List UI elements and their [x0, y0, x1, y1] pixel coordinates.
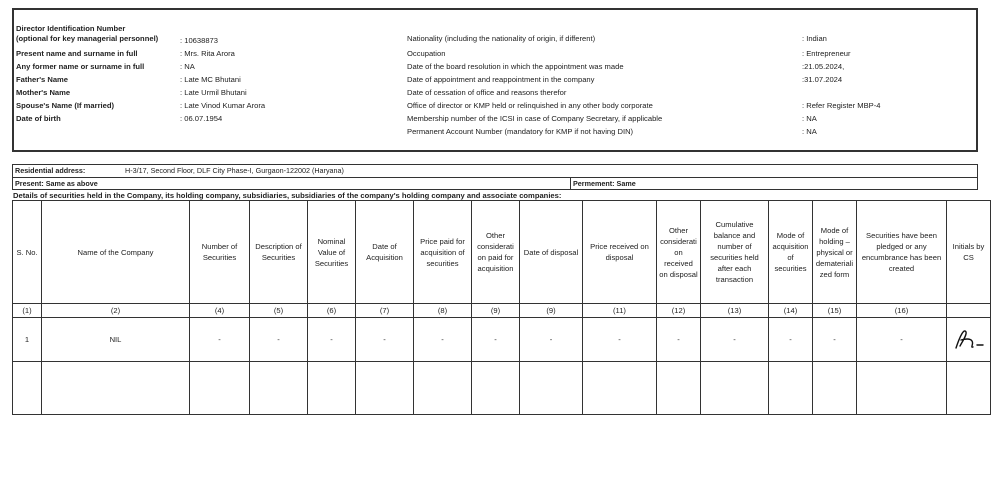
right-field-value: :31.07.2024 [802, 75, 843, 84]
empty-cell [472, 362, 520, 415]
right-field-value: : NA [802, 114, 817, 123]
column-header: Date of Acquisition [356, 201, 414, 304]
securities-title: Details of securities held in the Company, its holding company, subsidiaries, subsidiaries of the company's holding company and associate companies: [13, 191, 562, 200]
left-field-label: Spouse's Name (If married) [16, 101, 115, 110]
column-number: (11) [583, 304, 657, 318]
left-field-label: Mother's Name [16, 88, 71, 97]
right-field-label: Membership number of the ICSI in case of Company Secretary, if applicable [407, 114, 663, 123]
column-header: Initials by CS [947, 201, 991, 304]
empty-cell [190, 362, 250, 415]
empty-row [13, 362, 991, 415]
column-number: (5) [250, 304, 308, 318]
securities-table [12, 200, 991, 415]
director-details-box [12, 8, 978, 152]
column-number: (6) [308, 304, 356, 318]
column-header: Mode of holding – physical or demateriali zed form [813, 201, 857, 304]
left-field-value: : Late MC Bhutani [180, 75, 241, 84]
table-cell: - [520, 318, 583, 362]
table-cell: - [190, 318, 250, 362]
column-header: Description of Securities [250, 201, 308, 304]
table-cell: - [701, 318, 769, 362]
empty-cell [308, 362, 356, 415]
right-field-label: Office of director or KMP held or relinquished in any other body corporate [407, 101, 653, 110]
header-row [13, 201, 991, 304]
column-number: (8) [414, 304, 472, 318]
table-cell: - [657, 318, 701, 362]
column-header: Name of the Company [42, 201, 190, 304]
empty-cell [657, 362, 701, 415]
table-cell: - [813, 318, 857, 362]
left-field-label: Father's Name [16, 75, 69, 84]
empty-cell [520, 362, 583, 415]
right-field-value: : Entrepreneur [802, 49, 851, 58]
left-field-label: (optional for key managerial personnel) [16, 34, 159, 43]
address-value: H-3/17, Second Floor, DLF City Phase-I, Gurgaon-122002 (Haryana) [125, 166, 344, 175]
empty-cell [42, 362, 190, 415]
right-field-label: Occupation [407, 49, 446, 58]
column-number: (9) [472, 304, 520, 318]
right-field-value: : NA [802, 127, 817, 136]
column-header: Cumulative balance and number of securities held after each transaction [701, 201, 769, 304]
column-header: Date of disposal [520, 201, 583, 304]
empty-cell [813, 362, 857, 415]
empty-cell [414, 362, 472, 415]
column-number-row [13, 304, 991, 318]
address-divider [13, 177, 977, 178]
table-cell: 1 [13, 318, 42, 362]
table-cell: NIL [42, 318, 190, 362]
right-field-label: Nationality (including the nationality of origin, if different) [407, 34, 596, 43]
column-number: (16) [857, 304, 947, 318]
column-header: Nominal Value of Securities [308, 201, 356, 304]
left-field-label: Director Identification Number [16, 24, 126, 33]
present-address: Present: Same as above [15, 179, 98, 188]
left-field-value: : Mrs. Rita Arora [180, 49, 235, 58]
address-vertical-divider [570, 177, 571, 190]
column-number: (15) [813, 304, 857, 318]
right-field-value: :21.05.2024, [802, 62, 845, 71]
table-cell [947, 318, 991, 362]
left-field-value: : 06.07.1954 [180, 114, 223, 123]
column-header: Securities have been pledged or any encumbrance has been created [857, 201, 947, 304]
empty-cell [356, 362, 414, 415]
permanent-address: Permement: Same [573, 179, 636, 188]
right-field-label: Date of appointment and reappointment in the company [407, 75, 595, 84]
table-cell: - [250, 318, 308, 362]
left-field-value: : 10638873 [180, 36, 219, 45]
right-field-label: Date of the board resolution in which the appointment was made [407, 62, 624, 71]
table-cell: - [308, 318, 356, 362]
left-field-label: Date of birth [16, 114, 61, 123]
left-field-value: : Late Urmil Bhutani [180, 88, 247, 97]
column-number: (9) [520, 304, 583, 318]
empty-cell [857, 362, 947, 415]
address-label: Residential address: [15, 166, 86, 175]
table-row [13, 318, 991, 362]
left-field-label: Present name and surname in full [16, 49, 138, 58]
column-number: (7) [356, 304, 414, 318]
column-number: (14) [769, 304, 813, 318]
left-field-value: : Late Vinod Kumar Arora [180, 101, 266, 110]
column-number: (13) [701, 304, 769, 318]
left-field-label: Any former name or surname in full [16, 62, 145, 71]
table-cell: - [414, 318, 472, 362]
table-cell: - [857, 318, 947, 362]
empty-cell [583, 362, 657, 415]
empty-cell [701, 362, 769, 415]
empty-cell [13, 362, 42, 415]
column-number: (4) [190, 304, 250, 318]
column-header: Other considerati on received on disposal [657, 201, 701, 304]
right-field-value: : Indian [802, 34, 827, 43]
right-field-label: Date of cessation of office and reasons therefor [407, 88, 567, 97]
right-field-label: Permanent Account Number (mandatory for KMP if not having DIN) [407, 127, 634, 136]
residential-address-box [12, 164, 978, 190]
signature-icon [952, 326, 986, 352]
column-header: Price received on disposal [583, 201, 657, 304]
table-cell: - [356, 318, 414, 362]
table-cell: - [583, 318, 657, 362]
column-number [947, 304, 991, 318]
left-field-value: : NA [180, 62, 195, 71]
column-header: Other considerati on paid for acquisition [472, 201, 520, 304]
column-header: Price paid for acquisition of securities [414, 201, 472, 304]
empty-cell [769, 362, 813, 415]
column-header: Number of Securities [190, 201, 250, 304]
table-cell: - [472, 318, 520, 362]
column-number: (12) [657, 304, 701, 318]
empty-cell [250, 362, 308, 415]
table-cell: - [769, 318, 813, 362]
column-number: (2) [42, 304, 190, 318]
column-number: (1) [13, 304, 42, 318]
column-header: Mode of acquisition of securities [769, 201, 813, 304]
right-field-value: : Refer Register MBP-4 [802, 101, 881, 110]
empty-cell [947, 362, 991, 415]
column-header: S. No. [13, 201, 42, 304]
